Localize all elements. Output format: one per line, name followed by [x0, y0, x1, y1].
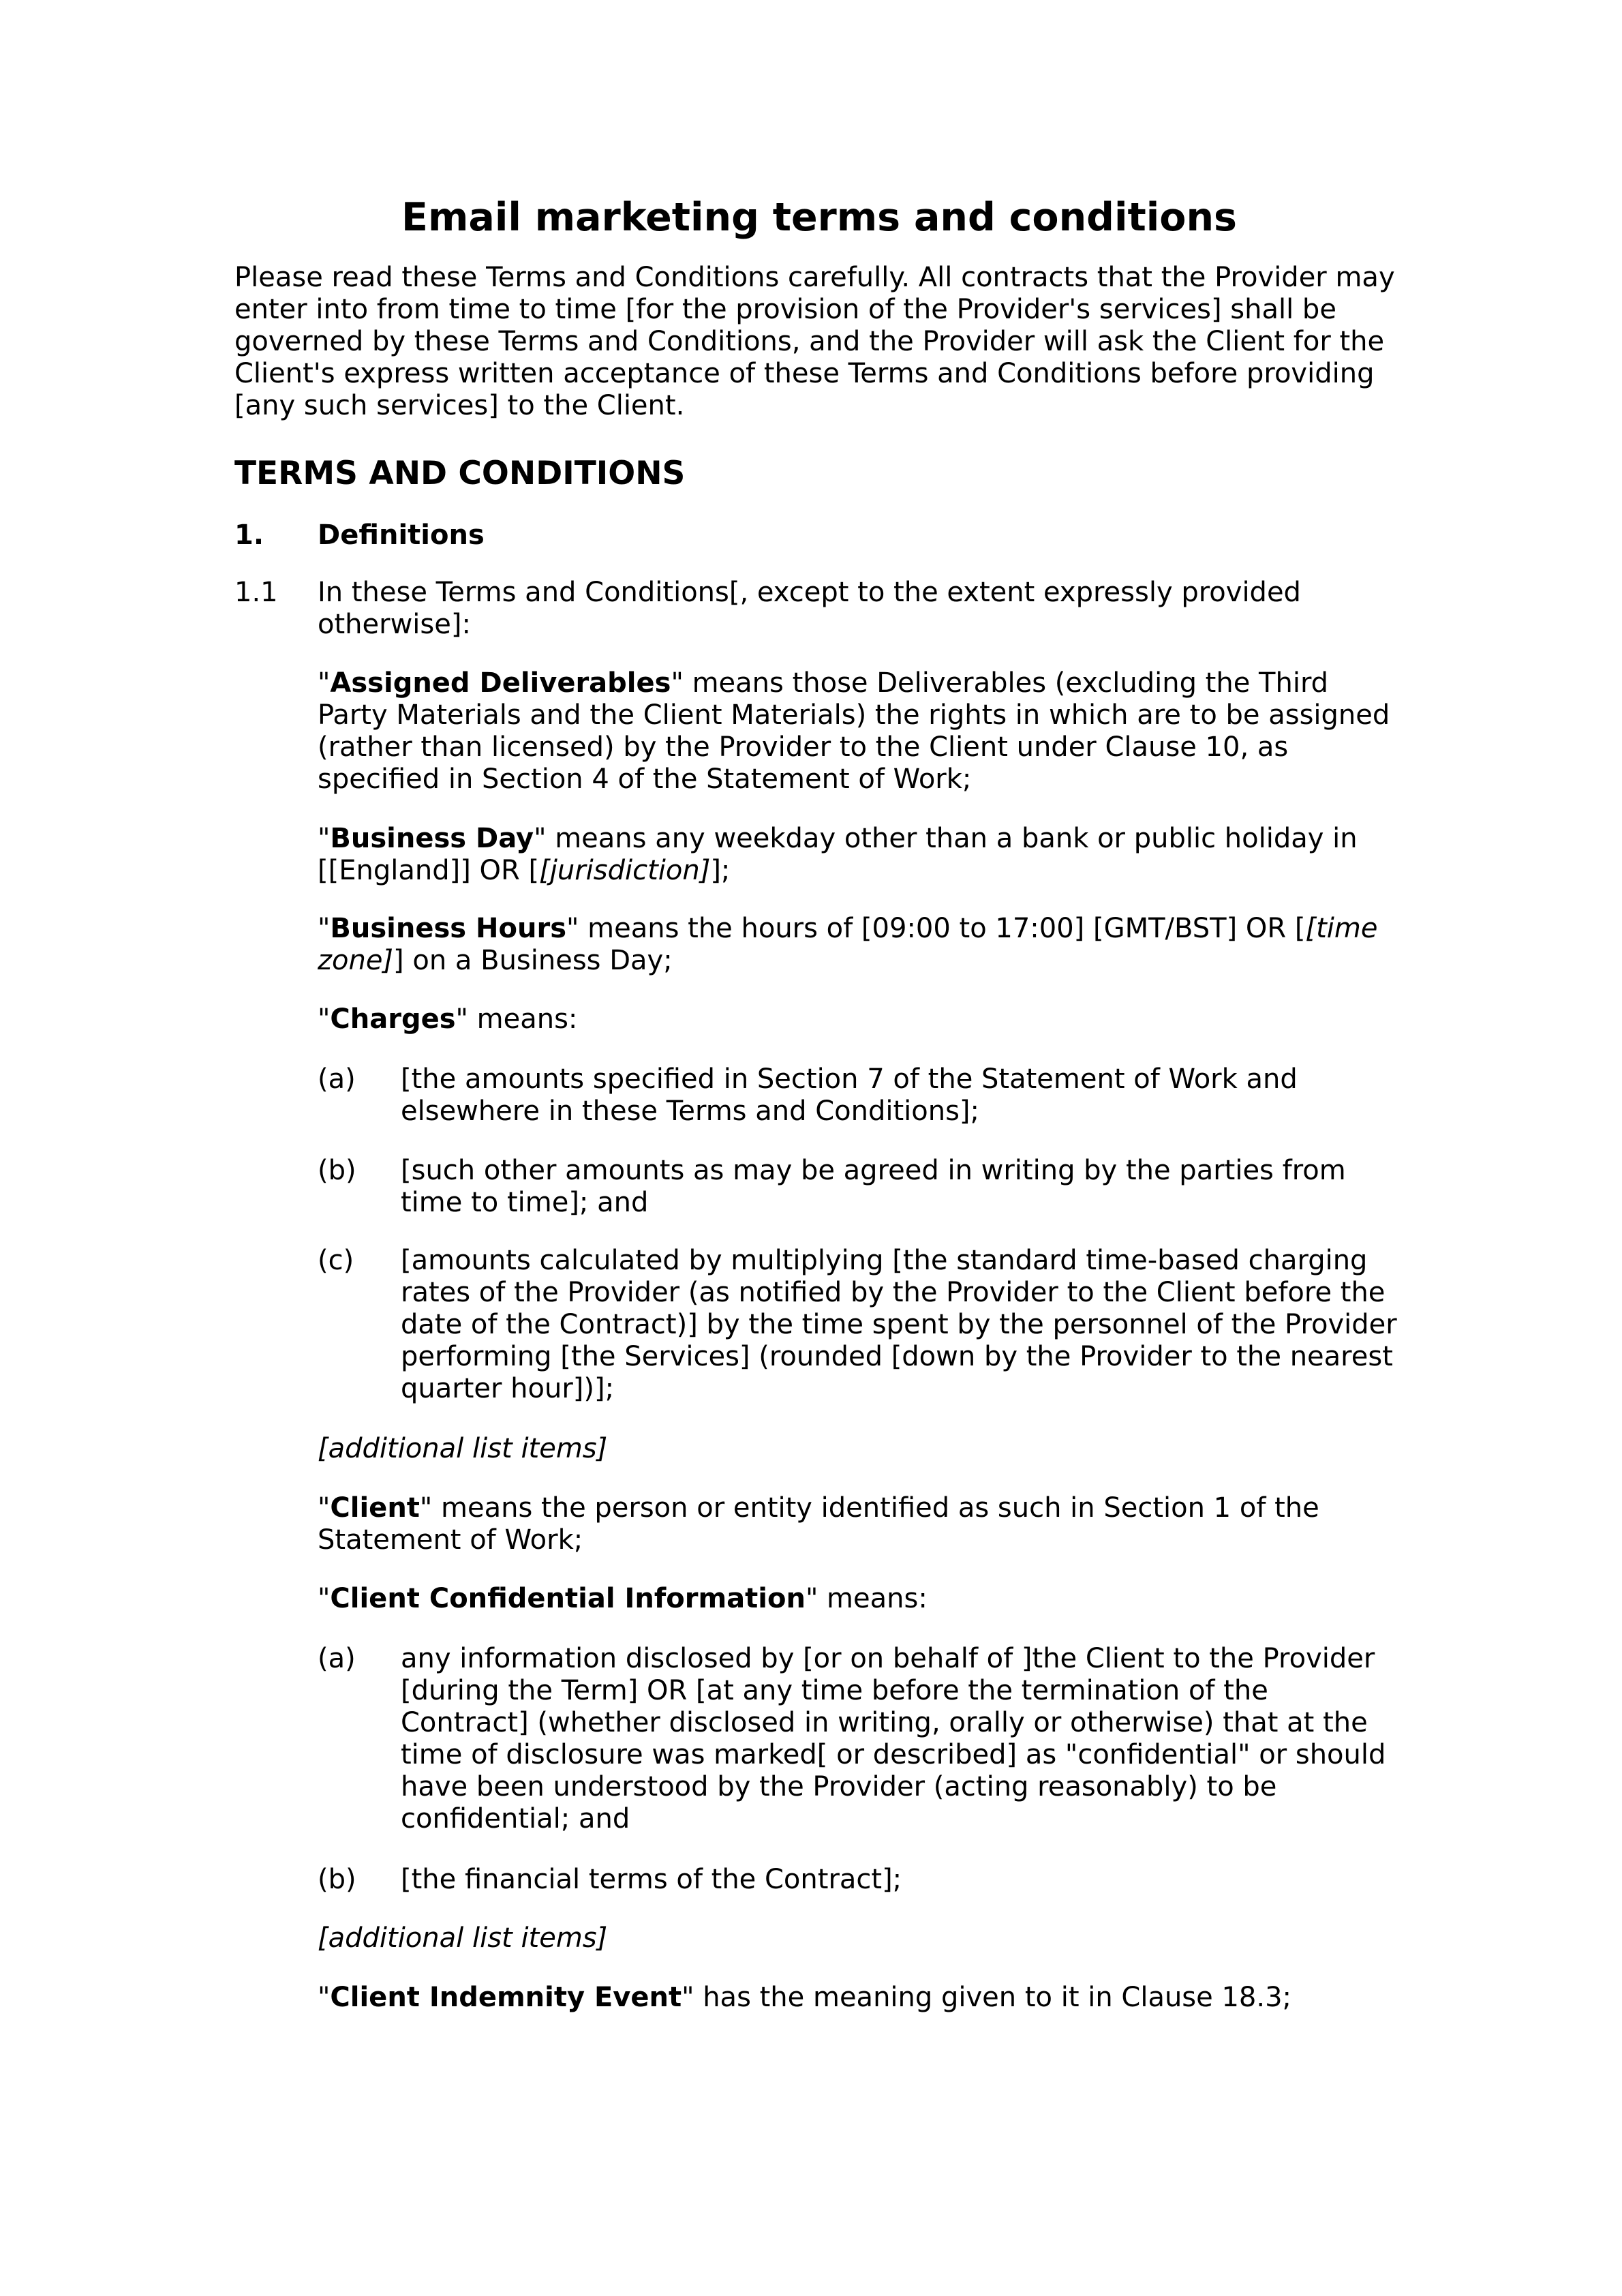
clause-number: 1.	[234, 519, 264, 551]
definition-placeholder: [jurisdiction]	[539, 855, 711, 886]
definition-term: Client	[330, 1492, 420, 1524]
definition-term: Client Confidential Information	[330, 1583, 806, 1614]
definition-text: has the meaning given to it in Clause 18.3;	[694, 1982, 1292, 2013]
definition-charges: "Charges" means:	[318, 1003, 578, 1035]
definition-term: Assigned Deliverables	[330, 667, 671, 699]
definition-assigned-deliverables: "Assigned Deliverables" means those Deliverables (excluding the Third Party Materials and the Client Materials) the rights in which are to be assigned (rather than licensed) by the Provider to the Client under Clause 10, as specified in Section 4 of the Statement of Work;	[318, 667, 1390, 795]
definition-text: means the hours of [09:00 to 17:00] [GMT/BST] OR [	[579, 913, 1306, 944]
list-item-text: [such other amounts as may be agreed in writing by the parties from time to time]; and	[401, 1155, 1346, 1218]
additional-list-items-note: [additional list items]	[318, 1433, 608, 1464]
definition-text: means the person or entity identified as such in Section 1 of the Statement of Work;	[318, 1492, 1319, 1556]
definition-client-confidential-information: "Client Confidential Information" means:	[318, 1583, 928, 1614]
clause-title: Definitions	[318, 519, 485, 551]
list-item-label: (b)	[318, 1155, 356, 1186]
definition-text: means:	[468, 1003, 578, 1035]
definition-business-hours: "Business Hours" means the hours of [09:00 to 17:00] [GMT/BST] OR [[time zone]] on a Business Day;	[318, 913, 1378, 976]
subclause-text: In these Terms and Conditions[, except to the extent expressly provided otherwise]:	[318, 577, 1301, 640]
definition-text: means any weekday other than a bank or public holiday in [[England]] OR [	[318, 823, 1358, 886]
list-item-label: (c)	[318, 1245, 354, 1276]
additional-list-items-note: [additional list items]	[318, 1922, 608, 1954]
definition-term: Client Indemnity Event	[330, 1982, 682, 2013]
section-heading: TERMS AND CONDITIONS	[234, 455, 686, 492]
definition-client-indemnity-event: "Client Indemnity Event" has the meaning given to it in Clause 18.3;	[318, 1982, 1292, 2013]
subclause-number: 1.1	[234, 577, 278, 608]
list-item-text: [amounts calculated by multiplying [the standard time-based charging rates of the Provider (as notified by the Provider to the Client before the date of the Contract)] by the time spent by the personnel of the Provider performing [the Services] (rounded [down by the Provider to the nearest quarter hour])];	[401, 1245, 1397, 1404]
list-item-text: [the financial terms of the Contract];	[401, 1864, 902, 1895]
definition-term: Business Hours	[330, 913, 567, 944]
document-title: Email marketing terms and conditions	[401, 195, 1237, 240]
list-item-text: any information disclosed by [or on behalf of ]the Client to the Provider [during the Term] OR [at any time before the termination of the Contract] (whether disclosed in writing, orally or otherwise) that at the time of disclosure was marked[ or described] as "confidential" or should have been understood by the Provider (acting reasonably) to be confidential; and	[401, 1643, 1386, 1834]
list-item-text: [the amounts specified in Section 7 of the Statement of Work and elsewhere in these Terms and Conditions];	[401, 1063, 1298, 1127]
list-item-label: (a)	[318, 1063, 356, 1095]
definition-term: Charges	[330, 1003, 456, 1035]
definition-text-end: ];	[710, 855, 731, 886]
definition-text: means those Deliverables (excluding the Third Party Materials and the Client Materials) the rights in which are to be assigned (rather than licensed) by the Provider to the Client under Clause 10, as specified in Section 4 of the Statement of Work;	[318, 667, 1390, 795]
list-item-label: (b)	[318, 1864, 356, 1895]
definition-term: Business Day	[330, 823, 534, 854]
intro-paragraph: Please read these Terms and Conditions carefully. All contracts that the Provider may enter into from time to time [for the provision of the Provider's services] shall be governed by these Terms and Conditions, and the Provider will ask the Client for the Client's express written acceptance of these Terms and Conditions before providing [any such services] to the Client.	[234, 262, 1395, 421]
definition-client: "Client" means the person or entity identified as such in Section 1 of the Statement of Work;	[318, 1492, 1319, 1556]
definition-placeholder: [time zone]	[318, 913, 1378, 976]
definition-text-end: ] on a Business Day;	[393, 945, 673, 976]
list-item-label: (a)	[318, 1643, 356, 1674]
definition-text: means:	[818, 1583, 928, 1614]
definition-business-day: "Business Day" means any weekday other than a bank or public holiday in [[England]] OR [[jurisdiction]];	[318, 823, 1358, 886]
